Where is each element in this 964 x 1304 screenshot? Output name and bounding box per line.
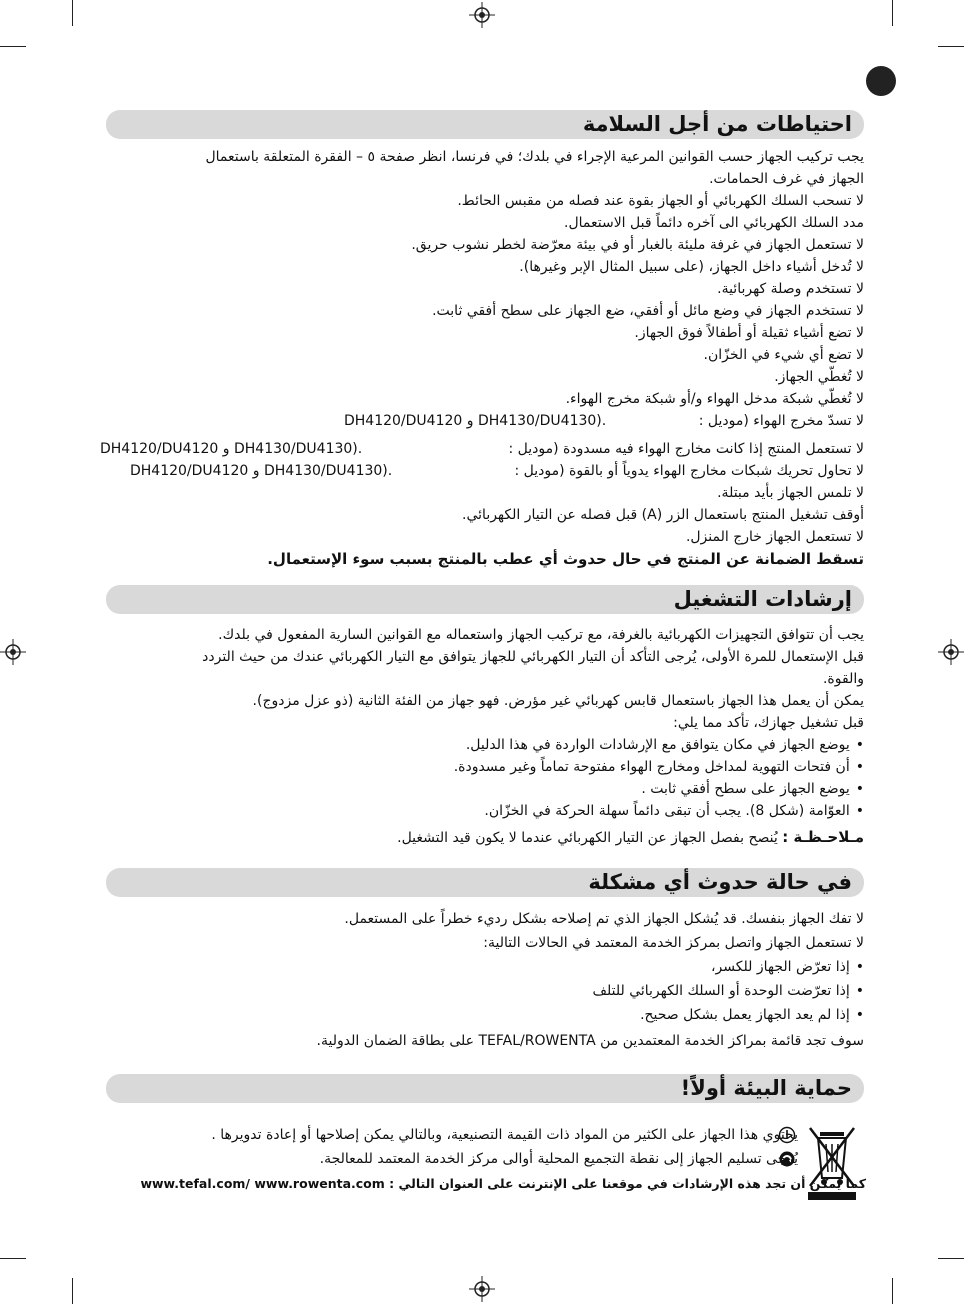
section-title: حماية البيئة أولاً! xyxy=(680,1076,852,1100)
bullet-text: إذا لم يعد الجهاز يعمل بشكل صحيح. xyxy=(640,1007,850,1023)
website-text: كما يمكن أن تجد هذه الإرشادات في موقعنا على الإنترنت على العنوان التالي : xyxy=(389,1176,866,1191)
text-line: لا تلمس الجهاز بأيد مبتلة. xyxy=(717,485,864,501)
registration-mark-icon xyxy=(469,2,495,28)
section-title: إرشادات التشغيل xyxy=(673,587,852,611)
text-line: يجب تركيب الجهاز حسب القوانين المرعية الإجراء في بلدك؛ في فرنسا، انظر صفحة ٥ – الفقرة المتعلقة باستعمال xyxy=(205,149,864,165)
text-line: لا تستعمل المنتج إذا كانت مخارج الهواء فيه مسدودة (موديل : xyxy=(508,441,864,457)
text-line: لا تفك الجهاز بنفسك. قد يُشكل الجهاز الذي تم إصلاحه بشكل رديء خطراً على المستعمل. xyxy=(344,911,864,927)
note-text: يُنصح بفصل الجهاز عن التيار الكهربائي عندما لا يكون قيد التشغيل. xyxy=(397,830,778,846)
bullet-item xyxy=(484,800,864,822)
website-links[interactable]: www.tefal.com/ www.rowenta.com xyxy=(140,1176,385,1191)
text-line: قبل تشغيل جهازك، تأكد مما يلي: xyxy=(673,715,864,731)
text-line: يُرجى تسليم الجهاز إلى نقطة التجميع المحلية أوالى مركز الخدمة المعتمد للمعالجة. xyxy=(319,1151,798,1167)
website-reference xyxy=(110,1176,866,1191)
text-line: لا تحاول تحريك شبكات مخارج الهواء يدوياً أو بالقوة (موديل : xyxy=(514,463,864,479)
text-line: سوف تجد قائمة بمراكز الخدمة المعتمدين من TEFAL/ROWENTA على بطاقة الضمان الدولية. xyxy=(316,1033,864,1049)
crop-mark xyxy=(72,0,73,26)
text-line: أوقف تشغيل المنتج باستعمال الزر (A) قبل فصله عن التيار الكهربائي. xyxy=(462,507,864,523)
text-line: لا تُغطّي شبكة مدخل الهواء و/أو شبكة مخرج الهواء. xyxy=(565,391,864,407)
bullet-item xyxy=(711,956,864,978)
page-tab-marker xyxy=(866,66,896,96)
note-line xyxy=(397,826,864,849)
text-line: يجب أن تتوافق التجهيزات الكهربائية بالغرفة، مع تركيب الجهاز واستعماله مع القوانين السارية المفعول في بلدك. xyxy=(218,627,864,643)
crop-mark xyxy=(892,1278,893,1304)
text-line: لا تضع أي شيء في الخزّان. xyxy=(703,347,864,363)
bullet-text: إذا تعرّض الجهاز للكسر، xyxy=(711,959,850,975)
text-line: قبل الإستعمال للمرة الأولى، يُرجى التأكد أن التيار الكهربائي للجهاز يتوافق مع التيار الكهربائي عندك من حيث التردد xyxy=(202,649,864,665)
note-label: مـلاحـظـة : xyxy=(782,828,864,846)
crop-mark xyxy=(938,46,964,47)
text-line: لا تستعمل الجهاز واتصل بمركز الخدمة المعتمد في الحالات التالية: xyxy=(483,935,864,951)
text-line: لا تستعمل الجهاز في غرفة مليئة بالغبار أو في بيئة معرّضة لخطر نشوب حريق. xyxy=(411,237,864,253)
bullet-text: إذا تعرّضت الوحدة أو السلك الكهربائي للتلف xyxy=(592,983,850,999)
text-line: لا تسحب السلك الكهربائي أو الجهاز بقوة عند فصله من مقبس الحائط. xyxy=(457,193,864,209)
bullet-item xyxy=(641,778,864,800)
registration-mark-icon xyxy=(938,639,964,665)
model-reference: DH4120/DU4120 و DH4130/DU4130). xyxy=(100,441,363,457)
model-reference: DH4120/DU4120 و DH4130/DU4130). xyxy=(130,463,393,479)
text-line: لا تُدخل أشياء داخل الجهاز، (على سبيل المثال الإبر وغيرها). xyxy=(519,259,864,275)
crop-mark xyxy=(72,1278,73,1304)
bullet-item xyxy=(466,734,864,756)
section-title: في حالة حدوث أي مشكلة xyxy=(588,870,852,894)
text-line: لا تستعمل الجهاز خارج المنزل. xyxy=(685,529,864,545)
bullet-text: يوضع الجهاز على سطح أفقي ثابت . xyxy=(641,781,850,797)
text-line: والقوة. xyxy=(822,671,864,687)
text-line: لا تُغطّي الجهاز. xyxy=(774,369,864,385)
warranty-warning: تسقط الضمانة عن المنتج في حال حدوث أي عطب بالمنتج بسبب سوء الإستعمال. xyxy=(267,550,864,568)
model-reference: DH4120/DU4120 و DH4130/DU4130). xyxy=(344,413,607,429)
section-title: احتياطات من أجل السلامة xyxy=(582,112,852,136)
bullet-item xyxy=(640,1004,864,1026)
text-line: يمكن أن يعمل هذا الجهاز باستعمال قابس كهربائي غير مؤرض. فهو جهاز من الفئة الثانية (ذو عزل مزدوج). xyxy=(252,693,864,709)
section-header-operation xyxy=(106,585,864,614)
crop-mark xyxy=(0,1258,26,1259)
text-line: لا تستخدم وصلة كهربائية. xyxy=(717,281,864,297)
text-line: مدد السلك الكهربائي الى آخره دائماً قبل الاستعمال. xyxy=(564,215,864,231)
text-line: لا تستخدم الجهاز في وضع مائل أو أفقي، ضع الجهاز على سطح أفقي ثابت. xyxy=(432,303,864,319)
text-line: لا تضع أشياء ثقيلة أو أطفالاً فوق الجهاز. xyxy=(634,325,864,341)
bullet-text: يوضع الجهاز في مكان يتوافق مع الإرشادات الواردة في هذا الدليل. xyxy=(465,737,850,753)
text-line: لا تسدّ مخرج الهواء (موديل : xyxy=(698,413,864,429)
bullet-text: العوّامة (شكل 8). يجب أن تبقى دائماً سهلة الحركة في الخزّان. xyxy=(484,803,850,819)
bullet-item xyxy=(454,756,864,778)
text-line: الجهاز في غرف الحمامات. xyxy=(709,171,864,187)
registration-mark-icon xyxy=(0,639,26,665)
section-header-environment xyxy=(106,1074,864,1103)
crop-mark xyxy=(0,46,26,47)
text-line: يحتوي هذا الجهاز على الكثير من المواد ذات القيمة التصنيعية، وبالتالي يمكن إصلاحها أو إعادة تدويرها . xyxy=(211,1127,798,1143)
crop-mark xyxy=(938,1258,964,1259)
registration-mark-icon xyxy=(469,1276,495,1302)
bullet-text: أن فتحات التهوية لمداخل ومخارج الهواء مفتوحة تماماً وغير مسدودة. xyxy=(453,759,850,775)
section-header-safety xyxy=(106,110,864,139)
bullet-item xyxy=(593,980,865,1002)
crop-mark xyxy=(892,0,893,26)
section-header-problem xyxy=(106,868,864,897)
